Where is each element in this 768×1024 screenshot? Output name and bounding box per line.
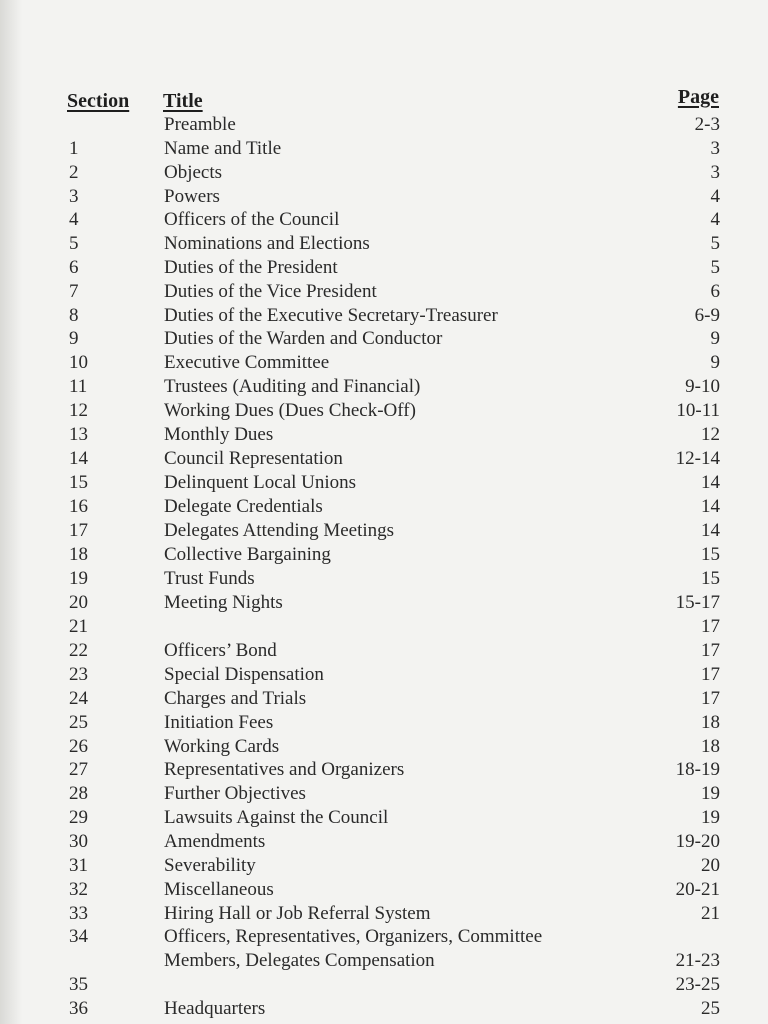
page-reference: 3 [710,138,720,159]
section-number: 18 [69,544,88,565]
toc-row [0,615,768,639]
section-title: Duties of the President [164,257,338,278]
toc-row [0,471,768,495]
page-reference: 6-9 [694,305,720,326]
toc-row [0,447,768,471]
section-title: Severability [164,855,256,876]
section-title: Members, Delegates Compensation [164,950,435,971]
section-title: Nominations and Elections [164,233,370,254]
section-title: Delegate Credentials [164,496,323,517]
page-reference: 18-19 [675,759,720,780]
section-title: Powers [164,186,220,207]
section-title: Meeting Nights [164,592,283,613]
page-reference: 21-23 [675,950,720,971]
section-number: 4 [69,209,79,230]
page-reference: 6 [710,281,720,302]
page-reference: 21 [701,903,720,924]
section-number: 13 [69,424,88,445]
page-reference: 14 [701,520,720,541]
section-number: 15 [69,472,88,493]
toc-row [0,208,768,232]
section-number: 29 [69,807,88,828]
toc-row [0,161,768,185]
page-reference: 25 [701,998,720,1019]
section-number: 11 [69,376,88,397]
toc-row [0,758,768,782]
toc-row [0,185,768,209]
page-reference: 18 [701,736,720,757]
section-title: Trustees (Auditing and Financial) [164,376,421,397]
page-reference: 23-25 [675,974,720,995]
page-reference: 19 [701,783,720,804]
toc-row [0,830,768,854]
toc-row [0,304,768,328]
toc-row [0,327,768,351]
section-number: 34 [69,926,88,947]
section-title: Duties of the Warden and Conductor [164,328,443,349]
toc-row [0,543,768,567]
section-number: 35 [69,974,88,995]
section-title: Council Representation [164,448,343,469]
section-number: 36 [69,998,88,1019]
toc-row [0,423,768,447]
section-title: Miscellaneous [164,879,274,900]
section-number: 12 [69,400,88,421]
section-title: Collective Bargaining [164,544,331,565]
section-number: 31 [69,855,88,876]
section-title: Special Dispensation [164,664,324,685]
page-reference: 17 [701,616,720,637]
section-title: Amendments [164,831,266,852]
toc-row [0,113,768,137]
page-reference: 15 [701,568,720,589]
toc-row [0,925,768,949]
section-number: 32 [69,879,88,900]
section-number: 6 [69,257,79,278]
toc-row [0,375,768,399]
toc-row [0,256,768,280]
page-reference: 9 [710,352,720,373]
section-title: Monthly Dues [164,424,274,445]
toc-row [0,973,768,997]
section-title: Officers, Representatives, Organizers, Committee [164,926,543,947]
section-title: Initiation Fees [164,712,274,733]
page-reference: 19-20 [675,831,720,852]
page-reference: 5 [710,233,720,254]
section-number: 23 [69,664,88,685]
page-reference: 20-21 [675,879,720,900]
section-title: Headquarters [164,998,266,1019]
toc-row [0,854,768,878]
section-number: 26 [69,736,88,757]
section-title: Name and Title [164,138,282,159]
section-title: Charges and Trials [164,688,307,709]
section-title: Hiring Hall or Job Referral System [164,903,431,924]
page-reference: 9-10 [685,376,720,397]
section-title: Working Cards [164,736,280,757]
toc-row [0,902,768,926]
section-number: 30 [69,831,88,852]
toc-row [0,495,768,519]
page-reference: 10-11 [676,400,720,421]
section-title: Duties of the Vice President [164,281,377,302]
toc-row [0,399,768,423]
page-reference: 15-17 [675,592,720,613]
section-title: Preamble [164,114,236,135]
page-reference: 18 [701,712,720,733]
page-reference: 5 [710,257,720,278]
section-title: Representatives and Organizers [164,759,405,780]
toc-row [0,735,768,759]
page-reference: 17 [701,664,720,685]
section-title: Lawsuits Against the Council [164,807,389,828]
section-number: 5 [69,233,79,254]
section-column-header: Section [67,90,130,112]
page-reference: 14 [701,472,720,493]
toc-row [0,232,768,256]
section-number: 1 [69,138,79,159]
section-number: 8 [69,305,79,326]
section-number: 21 [69,616,88,637]
section-number: 33 [69,903,88,924]
section-number: 3 [69,186,79,207]
page-reference: 12-14 [675,448,720,469]
toc-row [0,519,768,543]
toc-row [0,663,768,687]
page-reference: 3 [710,162,720,183]
section-number: 27 [69,759,88,780]
section-number: 16 [69,496,88,517]
page-reference: 19 [701,807,720,828]
page-reference: 4 [710,186,720,207]
toc-row [0,878,768,902]
toc-row [0,711,768,735]
page-reference: 4 [710,209,720,230]
toc-row [0,591,768,615]
section-number: 7 [69,281,79,302]
section-number: 20 [69,592,88,613]
toc-row [0,351,768,375]
section-number: 28 [69,783,88,804]
page-column-header: Page [677,86,719,108]
section-number: 22 [69,640,88,661]
toc-row [0,687,768,711]
section-title: Working Dues (Dues Check-Off) [164,400,416,421]
page-reference: 17 [701,640,720,661]
page-reference: 9 [710,328,720,349]
page-reference: 2-3 [694,114,720,135]
section-number: 2 [69,162,79,183]
toc-row [0,137,768,161]
section-title: Officers of the Council [164,209,340,230]
title-column-header: Title [163,90,203,112]
toc-row [0,949,768,973]
section-number: 14 [69,448,88,469]
page-reference: 12 [701,424,720,445]
page-reference: 20 [701,855,720,876]
toc-row [0,280,768,304]
section-title: Officers’ Bond [164,640,277,661]
section-title: Further Objectives [164,783,306,804]
section-number: 25 [69,712,88,733]
section-title: Duties of the Executive Secretary-Treasurer [164,305,498,326]
section-number: 10 [69,352,88,373]
section-title: Delinquent Local Unions [164,472,357,493]
toc-row [0,806,768,830]
page-reference: 15 [701,544,720,565]
page-reference: 14 [701,496,720,517]
section-number: 9 [69,328,79,349]
toc-row [0,782,768,806]
section-title: Trust Funds [164,568,255,589]
page-reference: 17 [701,688,720,709]
section-number: 24 [69,688,88,709]
toc-row [0,997,768,1021]
section-title: Objects [164,162,223,183]
toc-row [0,567,768,591]
toc-row [0,639,768,663]
section-title: Delegates Attending Meetings [164,520,395,541]
section-number: 17 [69,520,88,541]
section-number: 19 [69,568,88,589]
section-title: Executive Committee [164,352,330,373]
